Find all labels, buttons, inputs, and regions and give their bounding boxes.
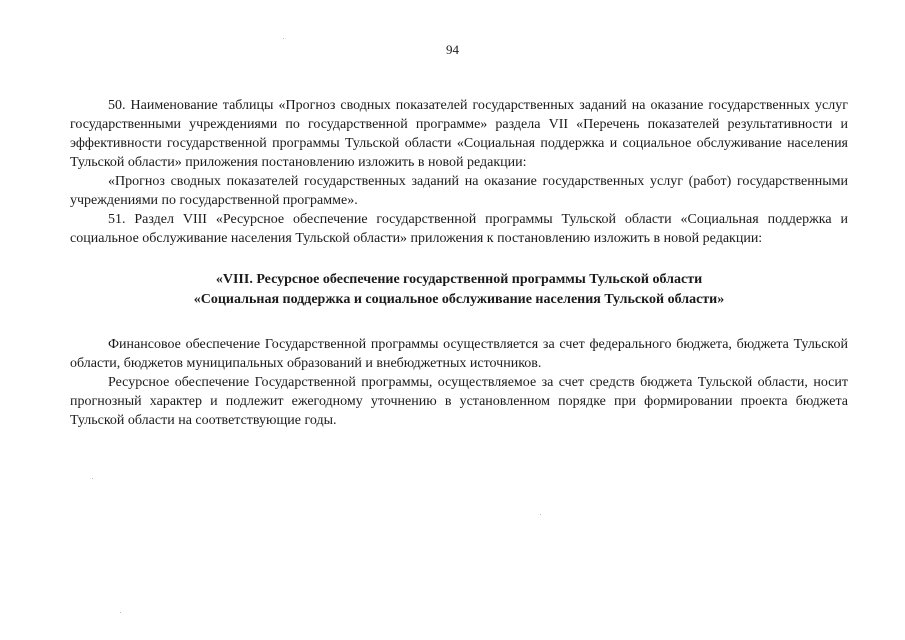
- section-heading: [70, 270, 848, 310]
- financing-paragraph: Финансовое обеспечение Государственной программы осуществляется за счет федерального бюджета, бюджета Тульской области, бюджетов муниципальных образований и внебюджетных источников.: [70, 337, 848, 371]
- item-50-quote-paragraph: «Прогноз сводных показателей государственных заданий на оказание государственных услуг (работ) государственными учреждениями по государственной программе».: [70, 174, 848, 208]
- document-body: [70, 96, 848, 430]
- section-heading-line-2: «Социальная поддержка и социальное обслуживание населения Тульской области»: [193, 292, 725, 307]
- resource-paragraph: Ресурсное обеспечение Государственной программы, осуществляемое за счет средств бюджета Тульской области, носит прогнозный характер и подлежит ежегодному уточнению в установленном порядке при формировании проекта бюджета Тульской области на соответствующие годы.: [70, 375, 848, 428]
- scan-speck: [120, 612, 121, 613]
- page-number: 94: [446, 42, 459, 57]
- scan-speck: [92, 478, 93, 479]
- item-51-paragraph: 51. Раздел VIII «Ресурсное обеспечение государственной программы Тульской области «Социальная поддержка и социальное обслуживание населения Тульской области» приложения к постановлению изложить в новой редакции:: [70, 212, 848, 246]
- item-50-paragraph: 50. Наименование таблицы «Прогноз сводных показателей государственных заданий на оказание государственных услуг государственными учреждениями по государственной программе» раздела VII «Перечень показателей результативности и эффективности государственной программы Тульской области «Социальная поддержка и социальное обслуживание населения Тульской области» приложения постановлению изложить в новой редакции:: [70, 98, 848, 170]
- scan-speck: [283, 38, 284, 39]
- scan-speck: [540, 514, 541, 515]
- section-heading-line-1: «VIII. Ресурсное обеспечение государственной программы Тульской области: [215, 272, 703, 287]
